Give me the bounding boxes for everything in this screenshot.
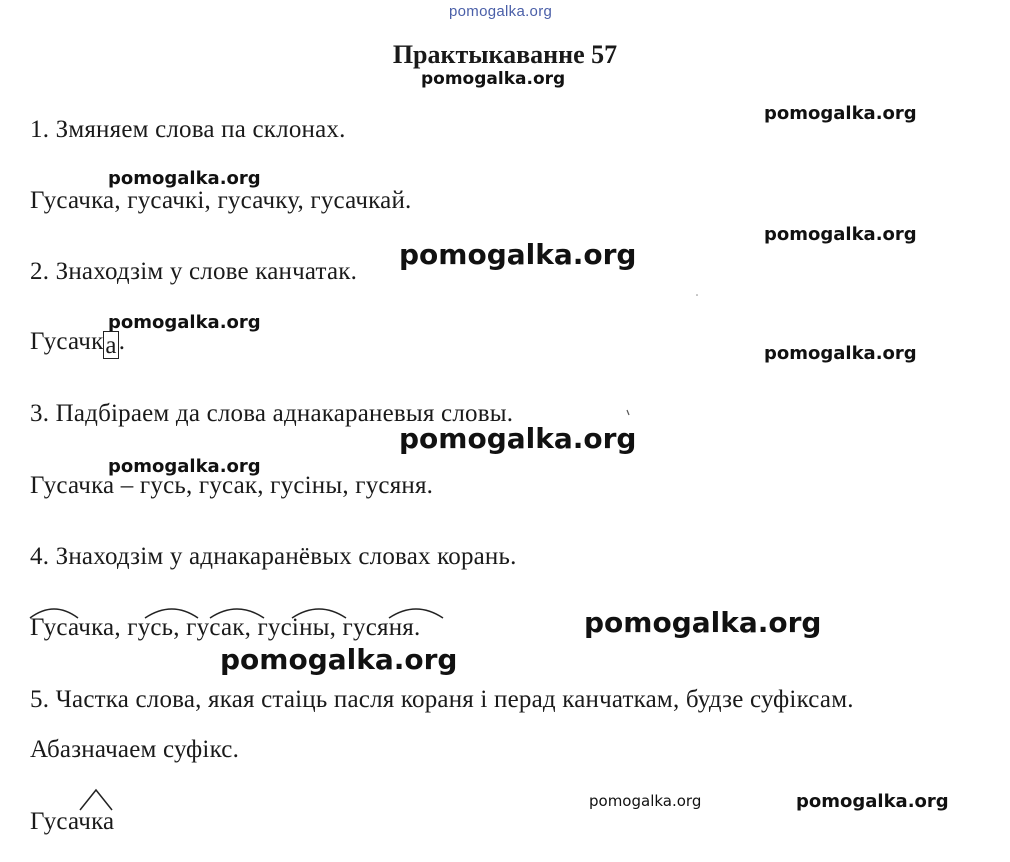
watermark: pomogalka.org bbox=[796, 791, 949, 812]
watermark: pomogalka.org bbox=[589, 792, 702, 810]
ending-box: а bbox=[105, 332, 117, 359]
step-2-answer bbox=[30, 328, 125, 359]
step-1-instruction: 1. Змяняем слова па склонах. bbox=[30, 116, 346, 143]
step-5-answer: Гусачка bbox=[30, 808, 115, 835]
watermark: pomogalka.org bbox=[220, 643, 458, 676]
watermark: pomogalka.org bbox=[108, 456, 261, 477]
header-watermark: pomogalka.org bbox=[449, 3, 553, 20]
speck bbox=[627, 410, 629, 415]
step-5-instruction: 5. Частка слова, якая стаіць пасля кораня і перад канчаткам, будзе суфіксам. bbox=[30, 686, 854, 713]
step-5-note: Абазначаем суфікс. bbox=[30, 736, 240, 763]
watermark: pomogalka.org bbox=[108, 168, 261, 189]
watermark: pomogalka.org bbox=[399, 238, 637, 271]
speck bbox=[696, 294, 698, 296]
step-4-answer: Гусачка, гусь, гусак, гусіны, гусяня. bbox=[30, 614, 421, 641]
step-2-instruction: 2. Знаходзім у слове канчатак. bbox=[30, 258, 358, 285]
watermark: pomogalka.org bbox=[584, 606, 822, 639]
watermark: pomogalka.org bbox=[108, 312, 261, 333]
step-3-answer: Гусачка – гусь, гусак, гусіны, гусяня. bbox=[30, 472, 434, 499]
step-1-answer: Гусачка, гусачкі, гусачку, гусачкай. bbox=[30, 187, 412, 214]
step-3-instruction: 3. Падбіраем да слова аднакараневыя словы. bbox=[30, 400, 514, 427]
step-4-instruction: 4. Знаходзім у аднакаранёвых словах корань. bbox=[30, 543, 517, 570]
suffix-mark bbox=[80, 790, 112, 810]
word-stem: Гусачк bbox=[30, 328, 104, 355]
watermark: pomogalka.org bbox=[764, 103, 917, 124]
watermark: pomogalka.org bbox=[764, 224, 917, 245]
watermark: pomogalka.org bbox=[421, 69, 566, 89]
answer-period: . bbox=[118, 328, 126, 355]
watermark: pomogalka.org bbox=[399, 422, 637, 455]
page-title: Практыкаванне 57 bbox=[392, 40, 618, 69]
watermark: pomogalka.org bbox=[764, 343, 917, 364]
